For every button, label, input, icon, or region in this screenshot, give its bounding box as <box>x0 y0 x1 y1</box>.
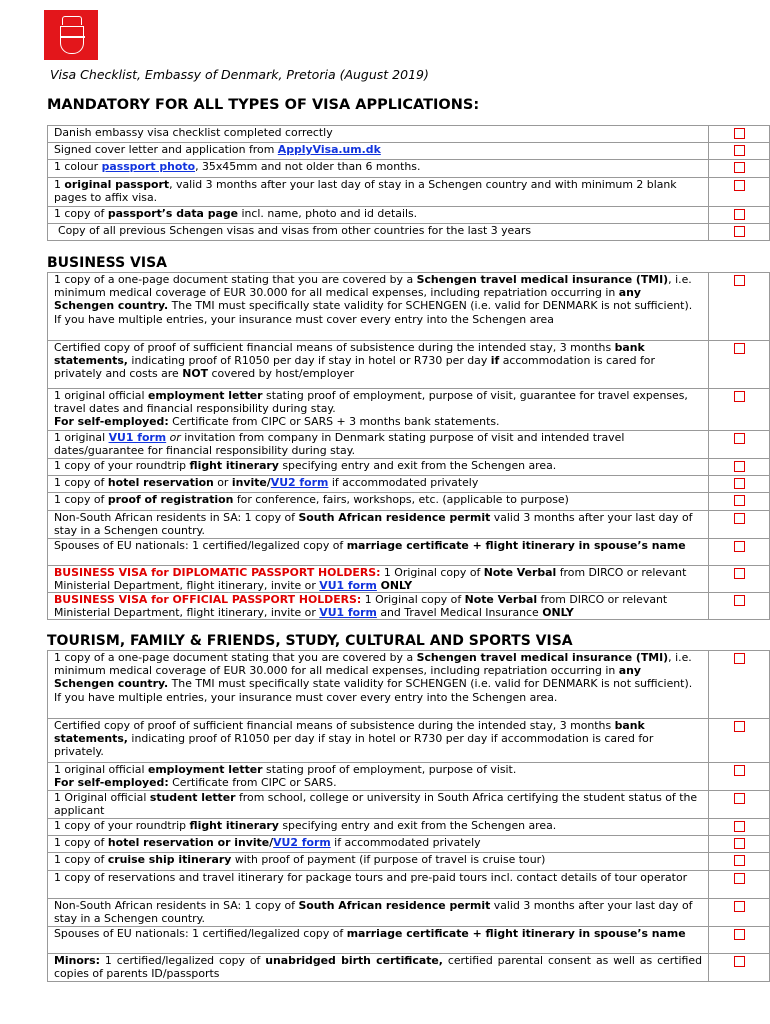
tourism-checklist-table <box>47 650 770 982</box>
checkbox-icon[interactable] <box>734 343 745 354</box>
item-text: 1 copy of proof of registration for conference, fairs, workshops, etc. (applicable to purpose) <box>48 493 709 510</box>
item-text: Certified copy of proof of sufficient financial means of subsistence during the intended stay, 3 months bank statements, indicating proof of R1050 per day if stay in hotel or R730 per day if accommodation is cared for privately. <box>48 719 709 763</box>
item-text: 1 copy of cruise ship itinerary with proof of payment (if purpose of travel is cruise tour) <box>48 853 709 870</box>
checkbox-icon[interactable] <box>734 929 745 940</box>
checklist-row <box>48 341 770 389</box>
checklist-row <box>48 476 770 493</box>
checkbox-icon[interactable] <box>734 391 745 402</box>
vu1-form-link[interactable]: VU1 form <box>319 606 377 620</box>
item-text: 1 original passport, valid 3 months after your last day of stay in a Schengen country and with minimum 2 blank pages to affix visa. <box>48 177 709 206</box>
checkbox-icon[interactable] <box>734 873 745 884</box>
checkbox-icon[interactable] <box>734 478 745 489</box>
checklist-row <box>48 791 770 819</box>
checklist-row <box>48 273 770 341</box>
item-text: 1 copy of passport’s data page incl. name, photo and id details. <box>48 206 709 223</box>
checklist-row <box>48 431 770 459</box>
item-text: 1 copy of hotel reservation or invite/VU2 form if accommodated privately <box>48 476 709 493</box>
checklist-row <box>48 223 770 240</box>
checkbox-icon[interactable] <box>734 541 745 552</box>
item-text: Spouses of EU nationals: 1 certified/legalized copy of marriage certificate + flight itinerary in spouse’s name <box>48 926 709 953</box>
checklist-row <box>48 719 770 763</box>
passport-photo-link[interactable]: passport photo <box>101 160 196 174</box>
item-text: Danish embassy visa checklist completed correctly <box>48 126 709 143</box>
item-text: Copy of all previous Schengen visas and visas from other countries for the last 3 years <box>48 223 709 240</box>
item-text: BUSINESS VISA for DIPLOMATIC PASSPORT HOLDERS: 1 Original copy of Note Verbal from DIRCO or relevant Ministerial Department, flight itinerary, invite or VU1 form ONLY <box>48 565 709 592</box>
item-text: 1 colour passport photo, 35x45mm and not older than 6 months. <box>48 160 709 177</box>
checkbox-icon[interactable] <box>734 209 745 220</box>
checklist-row <box>48 206 770 223</box>
item-text: Spouses of EU nationals: 1 certified/legalized copy of marriage certificate + flight itinerary in spouse’s name <box>48 538 709 565</box>
vu2-form-link[interactable]: VU2 form <box>273 836 331 850</box>
item-text: 1 copy of hotel reservation or invite/VU2 form if accommodated privately <box>48 836 709 853</box>
checklist-row <box>48 763 770 791</box>
checkbox-icon[interactable] <box>734 180 745 191</box>
item-text: 1 copy of your roundtrip flight itinerary specifying entry and exit from the Schengen area. <box>48 459 709 476</box>
checklist-row <box>48 651 770 719</box>
checklist-row <box>48 538 770 565</box>
applyvisa-link[interactable]: ApplyVisa.um.dk <box>277 143 381 157</box>
checklist-row <box>48 510 770 538</box>
item-text: Non-South African residents in SA: 1 copy of South African residence permit valid 3 months after your last day of stay in a Schengen country. <box>48 898 709 926</box>
checklist-row <box>48 143 770 160</box>
business-visa-heading: BUSINESS VISA <box>47 255 167 271</box>
checklist-row <box>48 853 770 870</box>
item-text: 1 original official employment letter stating proof of employment, purpose of visit. For self-employed: Certificate from CIPC or SARS. <box>48 763 709 791</box>
item-text: Minors: 1 certified/legalized copy of unabridged birth certificate, certified parental consent as well as certified copies of parents ID/passports <box>48 953 709 981</box>
item-text: Certified copy of proof of sufficient financial means of subsistence during the intended stay, 3 months bank statements, indicating proof of R1050 per day if stay in hotel or R730 per day if accommodation is cared for privately and costs are NOT covered by host/employer <box>48 341 709 389</box>
checkbox-icon[interactable] <box>734 275 745 286</box>
item-text: 1 original VU1 form or invitation from company in Denmark stating purpose of visit and intended travel dates/guarantee for financial responsibility during stay. <box>48 431 709 459</box>
checkbox-icon[interactable] <box>734 568 745 579</box>
checklist-row <box>48 953 770 981</box>
checklist-row <box>48 389 770 431</box>
checklist-row <box>48 493 770 510</box>
checkbox-icon[interactable] <box>734 838 745 849</box>
tourism-visa-heading: TOURISM, FAMILY & FRIENDS, STUDY, CULTURAL AND SPORTS VISA <box>47 633 573 649</box>
checkbox-icon[interactable] <box>734 793 745 804</box>
checklist-row <box>48 126 770 143</box>
denmark-coat-of-arms-icon <box>44 10 98 60</box>
checkbox-icon[interactable] <box>734 461 745 472</box>
checklist-row <box>48 565 770 592</box>
checkbox-icon[interactable] <box>734 653 745 664</box>
checkbox-icon[interactable] <box>734 956 745 967</box>
item-text: Non-South African residents in SA: 1 copy of South African residence permit valid 3 months after your last day of stay in a Schengen country. <box>48 510 709 538</box>
checkbox-icon[interactable] <box>734 901 745 912</box>
checklist-row <box>48 926 770 953</box>
vu1-form-link[interactable]: VU1 form <box>319 578 377 592</box>
checklist-row <box>48 459 770 476</box>
checklist-row <box>48 819 770 836</box>
checklist-row <box>48 160 770 177</box>
vu2-form-link[interactable]: VU2 form <box>270 476 329 490</box>
document-subtitle: Visa Checklist, Embassy of Denmark, Pretoria (August 2019) <box>50 67 429 82</box>
checklist-row <box>48 870 770 898</box>
item-text: BUSINESS VISA for OFFICIAL PASSPORT HOLDERS: 1 Original copy of Note Verbal from DIRCO or relevant Ministerial Department, flight itinerary, invite or VU1 form and Travel Medical Insurance ONLY <box>48 593 709 620</box>
checkbox-icon[interactable] <box>734 226 745 237</box>
checkbox-icon[interactable] <box>734 721 745 732</box>
item-text: 1 copy of your roundtrip flight itinerary specifying entry and exit from the Schengen area. <box>48 819 709 836</box>
item-text: 1 copy of a one-page document stating that you are covered by a Schengen travel medical insurance (TMI), i.e. minimum medical coverage of EUR 30.000 for all medical expenses, including repatriation occurring in any Schengen country. The TMI must specifically state validity for SCHENGEN (i.e. valid for DENMARK is not sufficient). If you have multiple entries, your insurance must cover every entry into the Schengen area. <box>48 651 709 719</box>
checklist-row <box>48 836 770 853</box>
checkbox-icon[interactable] <box>734 765 745 776</box>
checkbox-icon[interactable] <box>734 145 745 156</box>
checkbox-icon[interactable] <box>734 128 745 139</box>
vu1-form-link[interactable]: VU1 form <box>108 431 167 444</box>
business-checklist-table <box>47 272 770 620</box>
checkbox-icon[interactable] <box>734 595 745 606</box>
checkbox-icon[interactable] <box>734 433 745 444</box>
item-text: 1 Original official student letter from school, college or university in South Africa certifying the student status of the applicant <box>48 791 709 819</box>
item-text: 1 copy of a one-page document stating that you are covered by a Schengen travel medical insurance (TMI), i.e. minimum medical coverage of EUR 30.000 for all medical expenses, including repatriation occurring in any Schengen country. The TMI must specifically state validity for SCHENGEN (i.e. valid for DENMARK is not sufficient). If you have multiple entries, your insurance must cover every entry into the Schengen area <box>48 273 709 341</box>
checkbox-icon[interactable] <box>734 821 745 832</box>
mandatory-heading: MANDATORY FOR ALL TYPES OF VISA APPLICATIONS: <box>47 97 480 113</box>
checklist-row <box>48 898 770 926</box>
item-text: 1 copy of reservations and travel itinerary for package tours and pre-paid tours incl. contact details of tour operator <box>48 870 709 898</box>
checkbox-icon[interactable] <box>734 495 745 506</box>
checkbox-icon[interactable] <box>734 513 745 524</box>
mandatory-checklist-table <box>47 125 770 241</box>
item-text: Signed cover letter and application from ApplyVisa.um.dk <box>48 143 709 160</box>
item-text: 1 original official employment letter stating proof of employment, purpose of visit, guarantee for travel expenses, travel dates and financial responsibility during stay. For self-employed: Certificate from CIPC or SARS + 3 months bank statements. <box>48 389 709 431</box>
checklist-row <box>48 593 770 620</box>
checkbox-icon[interactable] <box>734 855 745 866</box>
checkbox-icon[interactable] <box>734 162 745 173</box>
checklist-row <box>48 177 770 206</box>
